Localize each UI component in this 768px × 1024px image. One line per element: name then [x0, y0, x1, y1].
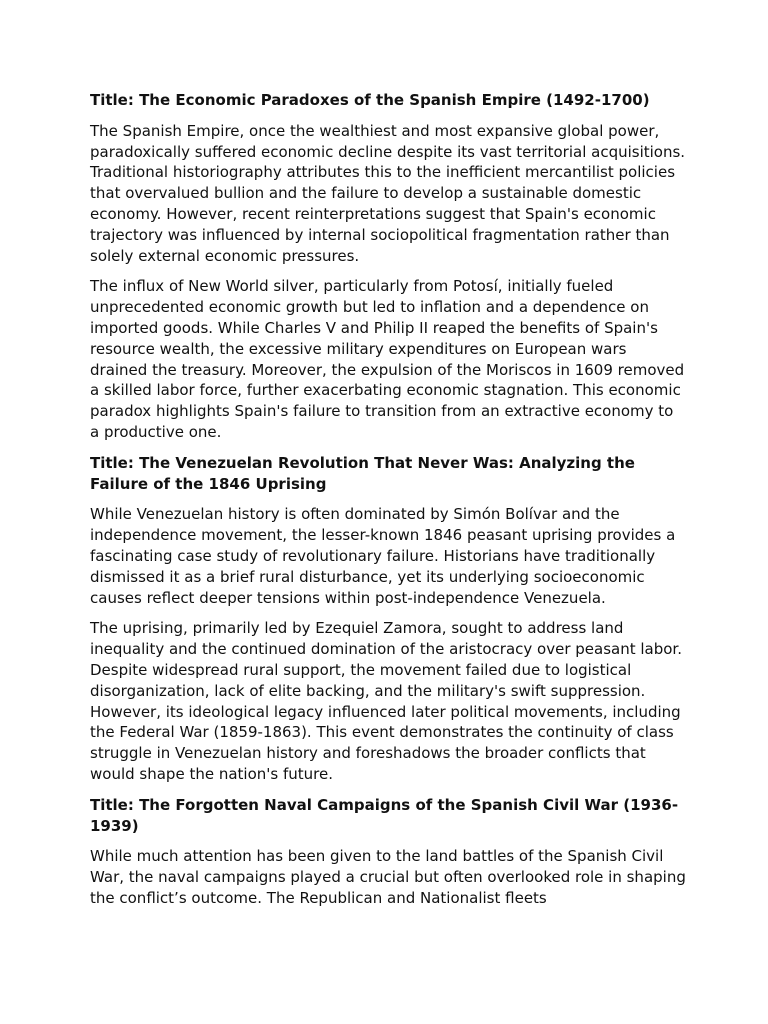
section-title: Title: The Venezuelan Revolution That Never Was: Analyzing the Failure of the 1846 Uprising: [90, 453, 635, 493]
document-page: [90, 90, 686, 919]
paragraph: While Venezuelan history is often dominated by Simón Bolívar and the independence movement, the lesser-known 1846 peasant uprising provides a fascinating case study of revolutionary failure. Historians have traditionally dismissed it as a brief rural disturbance, yet its underlying socioeconomic causes reflect deeper tensions within post-independence Venezuela.: [90, 505, 676, 607]
paragraph: The uprising, primarily led by Ezequiel Zamora, sought to address land inequality and the continued domination of the aristocracy over peasant labor. Despite widespread rural support, the movement failed due to logistical disorganization, lack of elite backing, and the military's swift suppression. However, its ideological legacy influenced later political movements, including the Federal War (1859-1863). This event demonstrates the continuity of class struggle in Venezuelan history and foreshadows the broader conflicts that would shape the nation's future.: [90, 619, 682, 783]
section-naval-campaigns: [90, 795, 686, 909]
section-venezuelan-revolution: [90, 453, 686, 785]
paragraph: While much attention has been given to the land battles of the Spanish Civil War, the naval campaigns played a crucial but often overlooked role in shaping the conflict’s outcome. The Republican and Nationalist fleets: [90, 847, 686, 907]
paragraph: The Spanish Empire, once the wealthiest and most expansive global power, paradoxically suffered economic decline despite its vast territorial acquisitions. Traditional historiography attributes this to the inefficient mercantilist policies that overvalued bullion and the failure to develop a sustainable domestic economy. However, recent reinterpretations suggest that Spain's economic trajectory was influenced by internal sociopolitical fragmentation rather than solely external economic pressures.: [90, 121, 686, 265]
section-spanish-empire: [90, 90, 686, 443]
section-title: Title: The Forgotten Naval Campaigns of the Spanish Civil War (1936-1939): [90, 795, 679, 835]
section-title: Title: The Economic Paradoxes of the Spanish Empire (1492-1700): [90, 91, 650, 109]
paragraph: The influx of New World silver, particularly from Potosí, initially fueled unprecedented economic growth but led to inflation and a dependence on imported goods. While Charles V and Philip II reaped the benefits of Spain's resource wealth, the excessive military expenditures on European wars drained the treasury. Moreover, the expulsion of the Moriscos in 1609 removed a skilled labor force, further exacerbating economic stagnation. This economic paradox highlights Spain's failure to transition from an extractive economy to a productive one.: [90, 277, 685, 441]
